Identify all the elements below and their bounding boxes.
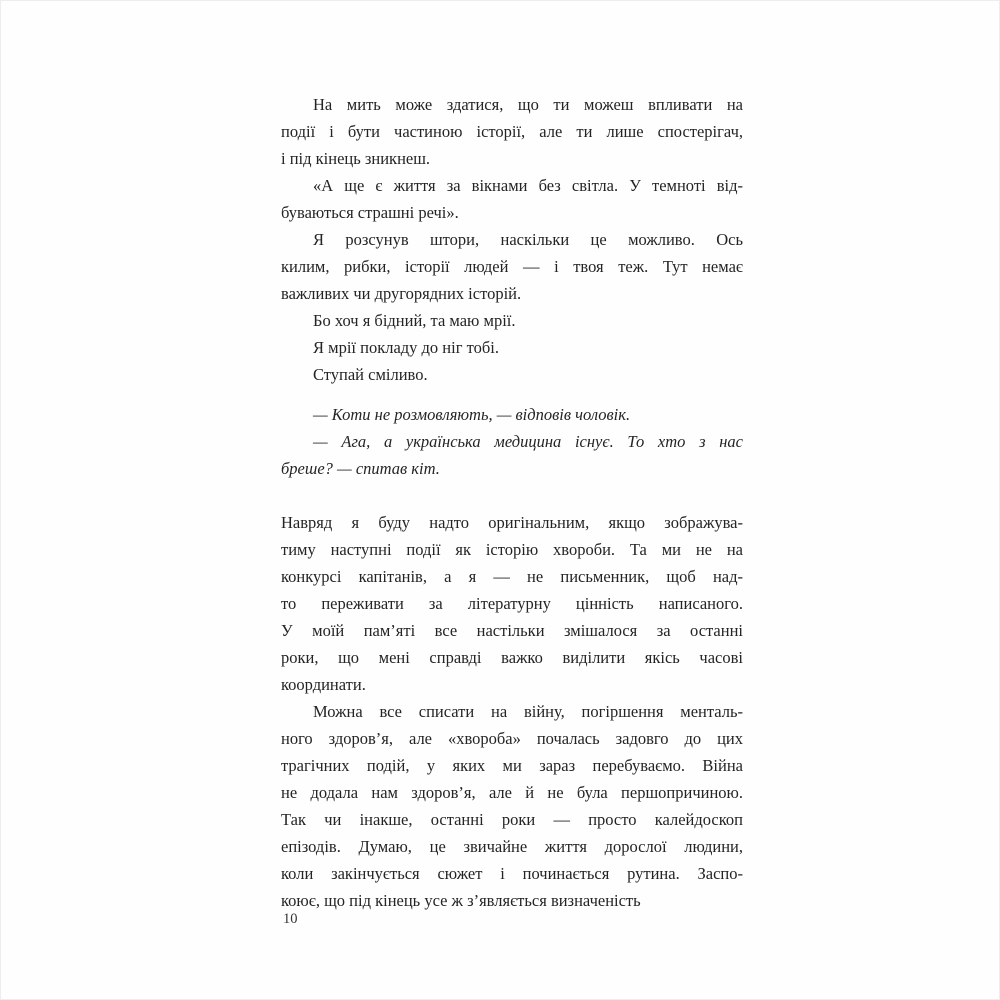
- text-line: Так чи інакше, останні роки — просто калейдоскоп: [281, 810, 743, 829]
- text-line: тиму наступні події як історію хвороби. Та ми не на: [281, 540, 743, 559]
- text-line: Ступай сміливо.: [313, 365, 428, 384]
- text-line: — Коти не розмовляють, — відповів чоловік.: [313, 405, 631, 424]
- text-block: [281, 91, 743, 914]
- text-line: координати.: [281, 675, 366, 694]
- text-line: Навряд я буду надто оригінальним, якщо зображува-: [281, 513, 743, 532]
- text-line: килим, рибки, історії людей — і твоя теж. Тут немає: [281, 257, 743, 276]
- text-line: коює, що під кінець усе ж з’являється визначеність: [281, 891, 641, 910]
- text-line: Бо хоч я бідний, та маю мрії.: [313, 311, 516, 330]
- text-line: коли закінчується сюжет і починається рутина. Заспо-: [281, 864, 743, 883]
- text-line: ного здоров’я, але «хвороба» почалась задовго до цих: [281, 729, 743, 748]
- text-section: [281, 91, 743, 388]
- text-section: [281, 509, 743, 914]
- text-line: — Ага, а українська медицина існує. То хто з нас: [313, 432, 743, 451]
- text-line: Я мрії покладу до ніг тобі.: [313, 338, 499, 357]
- text-line: і під кінець зникнеш.: [281, 149, 431, 168]
- text-line: конкурсі капітанів, а я — не письменник, щоб над-: [281, 567, 743, 586]
- text-line: У моїй пам’яті все настільки змішалося за останні: [281, 621, 743, 640]
- text-line: події і бути частиною історії, але ти лише спостерігач,: [281, 122, 743, 141]
- text-line: епізодів. Думаю, це звичайне життя дорослої людини,: [281, 837, 743, 856]
- text-line: роки, що мені справді важко виділити якісь часові: [281, 648, 743, 667]
- text-line: Можна все списати на війну, погіршення менталь-: [313, 702, 743, 721]
- page-number: 10: [283, 911, 298, 927]
- text-line: На мить може здатися, що ти можеш впливати на: [313, 95, 743, 114]
- text-line: не додала нам здоров’я, але й не була першопричиною.: [281, 783, 743, 802]
- text-section: [281, 401, 743, 482]
- text-line: «А ще є життя за вікнами без світла. У темноті від-: [313, 176, 743, 195]
- text-line: трагічних подій, у яких ми зараз перебуваємо. Війна: [281, 756, 743, 775]
- text-line: буваються страшні речі».: [281, 203, 459, 222]
- text-line: бреше? — спитав кіт.: [281, 459, 440, 478]
- text-line: то переживати за літературну цінність написаного.: [281, 594, 743, 613]
- text-line: важливих чи другорядних історій.: [281, 284, 522, 303]
- text-line: Я розсунув штори, наскільки це можливо. Ось: [313, 230, 743, 249]
